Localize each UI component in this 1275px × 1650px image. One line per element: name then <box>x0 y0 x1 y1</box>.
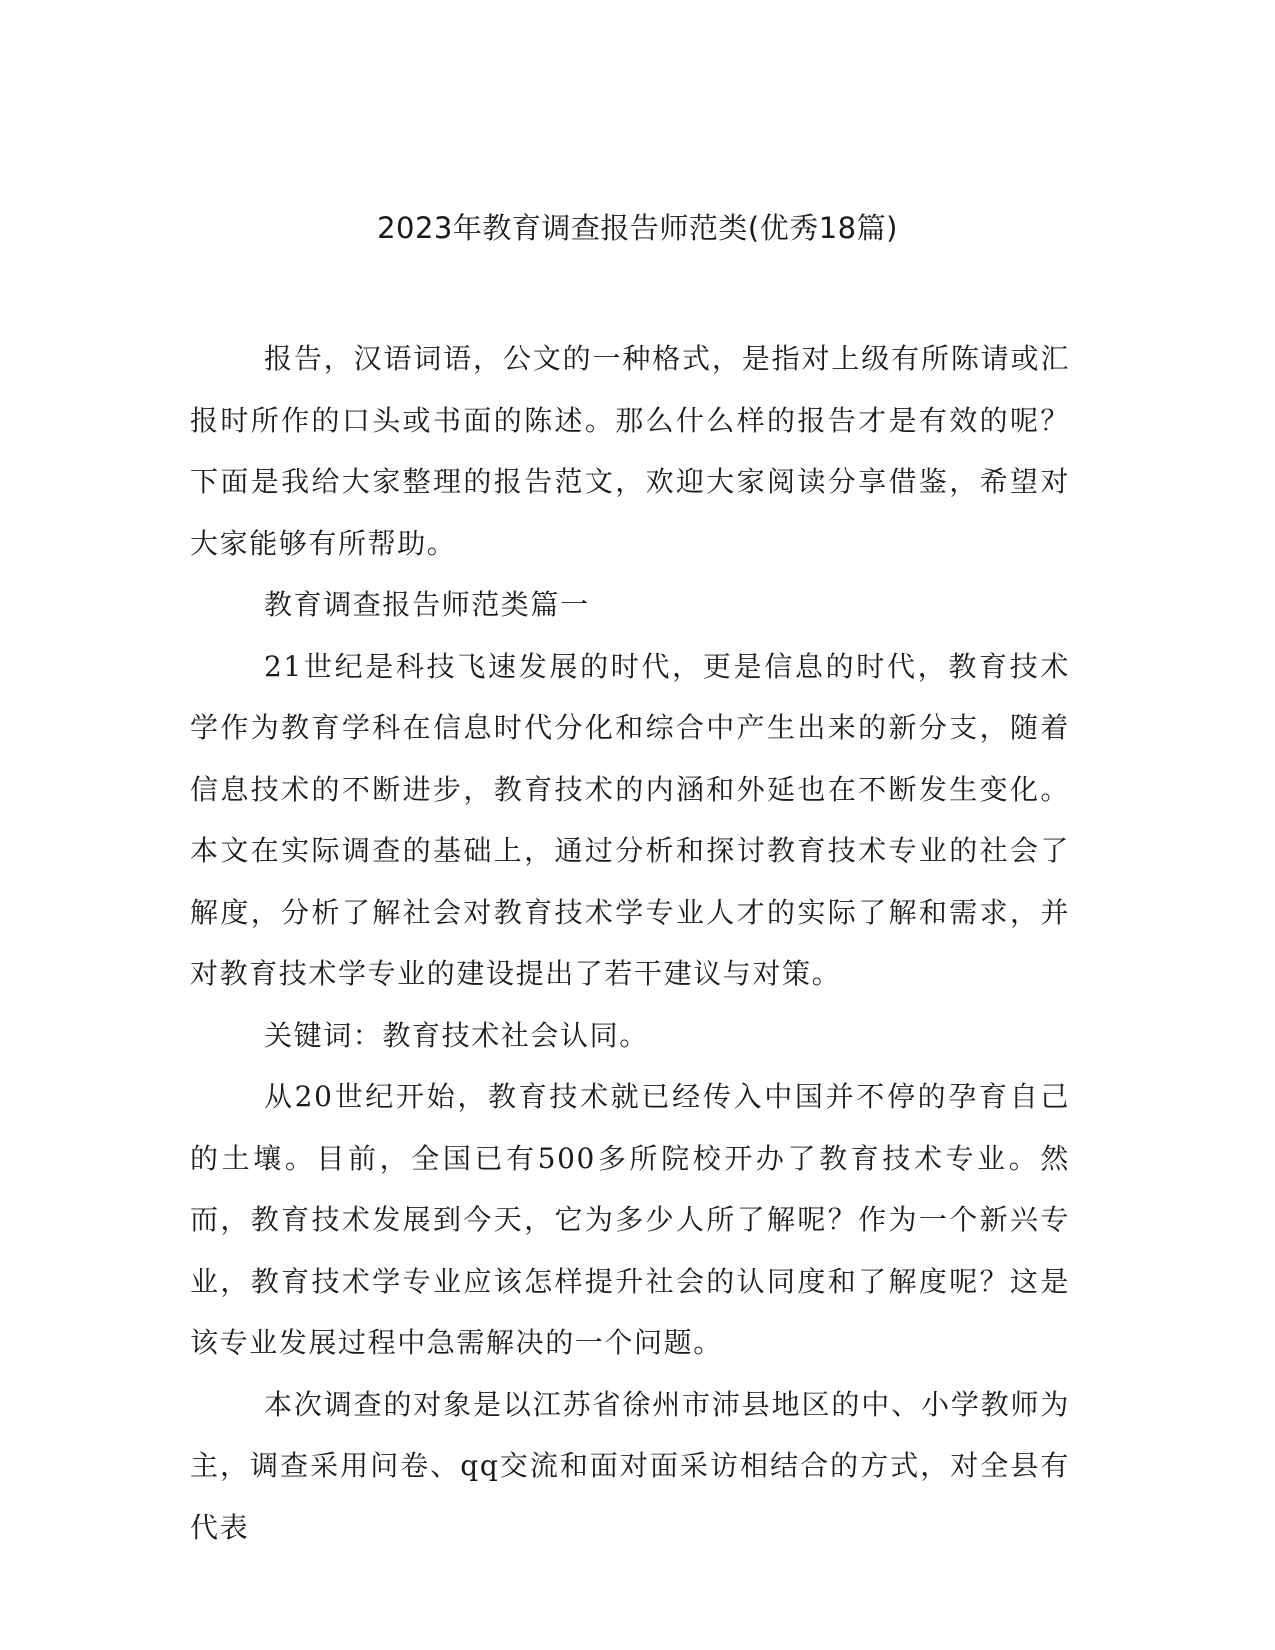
document-body <box>190 328 1070 1558</box>
intro-paragraph: 报告，汉语词语，公文的一种格式，是指对上级有所陈请或汇报时所作的口头或书面的陈述。那么什么样的报告才是有效的呢？下面是我给大家整理的报告范文，欢迎大家阅读分享借鉴，希望对大家能够有所帮助。 <box>190 342 1070 560</box>
keywords-paragraph: 关键词：教育技术社会认同。 <box>264 1018 649 1052</box>
survey-paragraph: 本次调查的对象是以江苏省徐州市沛县地区的中、小学教师为主，调查采用问卷、qq交流和面对面采访相结合的方式，对全县有代表 <box>190 1387 1070 1544</box>
abstract-paragraph: 21世纪是科技飞速发展的时代，更是信息的时代，教育技术学作为教育学科在信息时代分化和综合中产生出来的新分支，随着信息技术的不断进步，教育技术的内涵和外延也在不断发生变化。本文在实际调查的基础上，通过分析和探讨教育技术专业的社会了解度，分析了解社会对教育技术学专业人才的实际了解和需求，并对教育技术学专业的建设提出了若干建议与对策。 <box>190 649 1070 990</box>
section-heading: 教育调查报告师范类篇一 <box>264 588 590 621</box>
background-paragraph: 从20世纪开始，教育技术就已经传入中国并不停的孕育自己的土壤。目前，全国已有500多所院校开办了教育技术专业。然而，教育技术发展到今天，它为多少人所了解呢？作为一个新兴专业，教育技术学专业应该怎样提升社会的认同度和了解度呢？这是该专业发展过程中急需解决的一个问题。 <box>190 1080 1070 1359</box>
document-title: 2023年教育调查报告师范类(优秀18篇) <box>377 211 898 245</box>
